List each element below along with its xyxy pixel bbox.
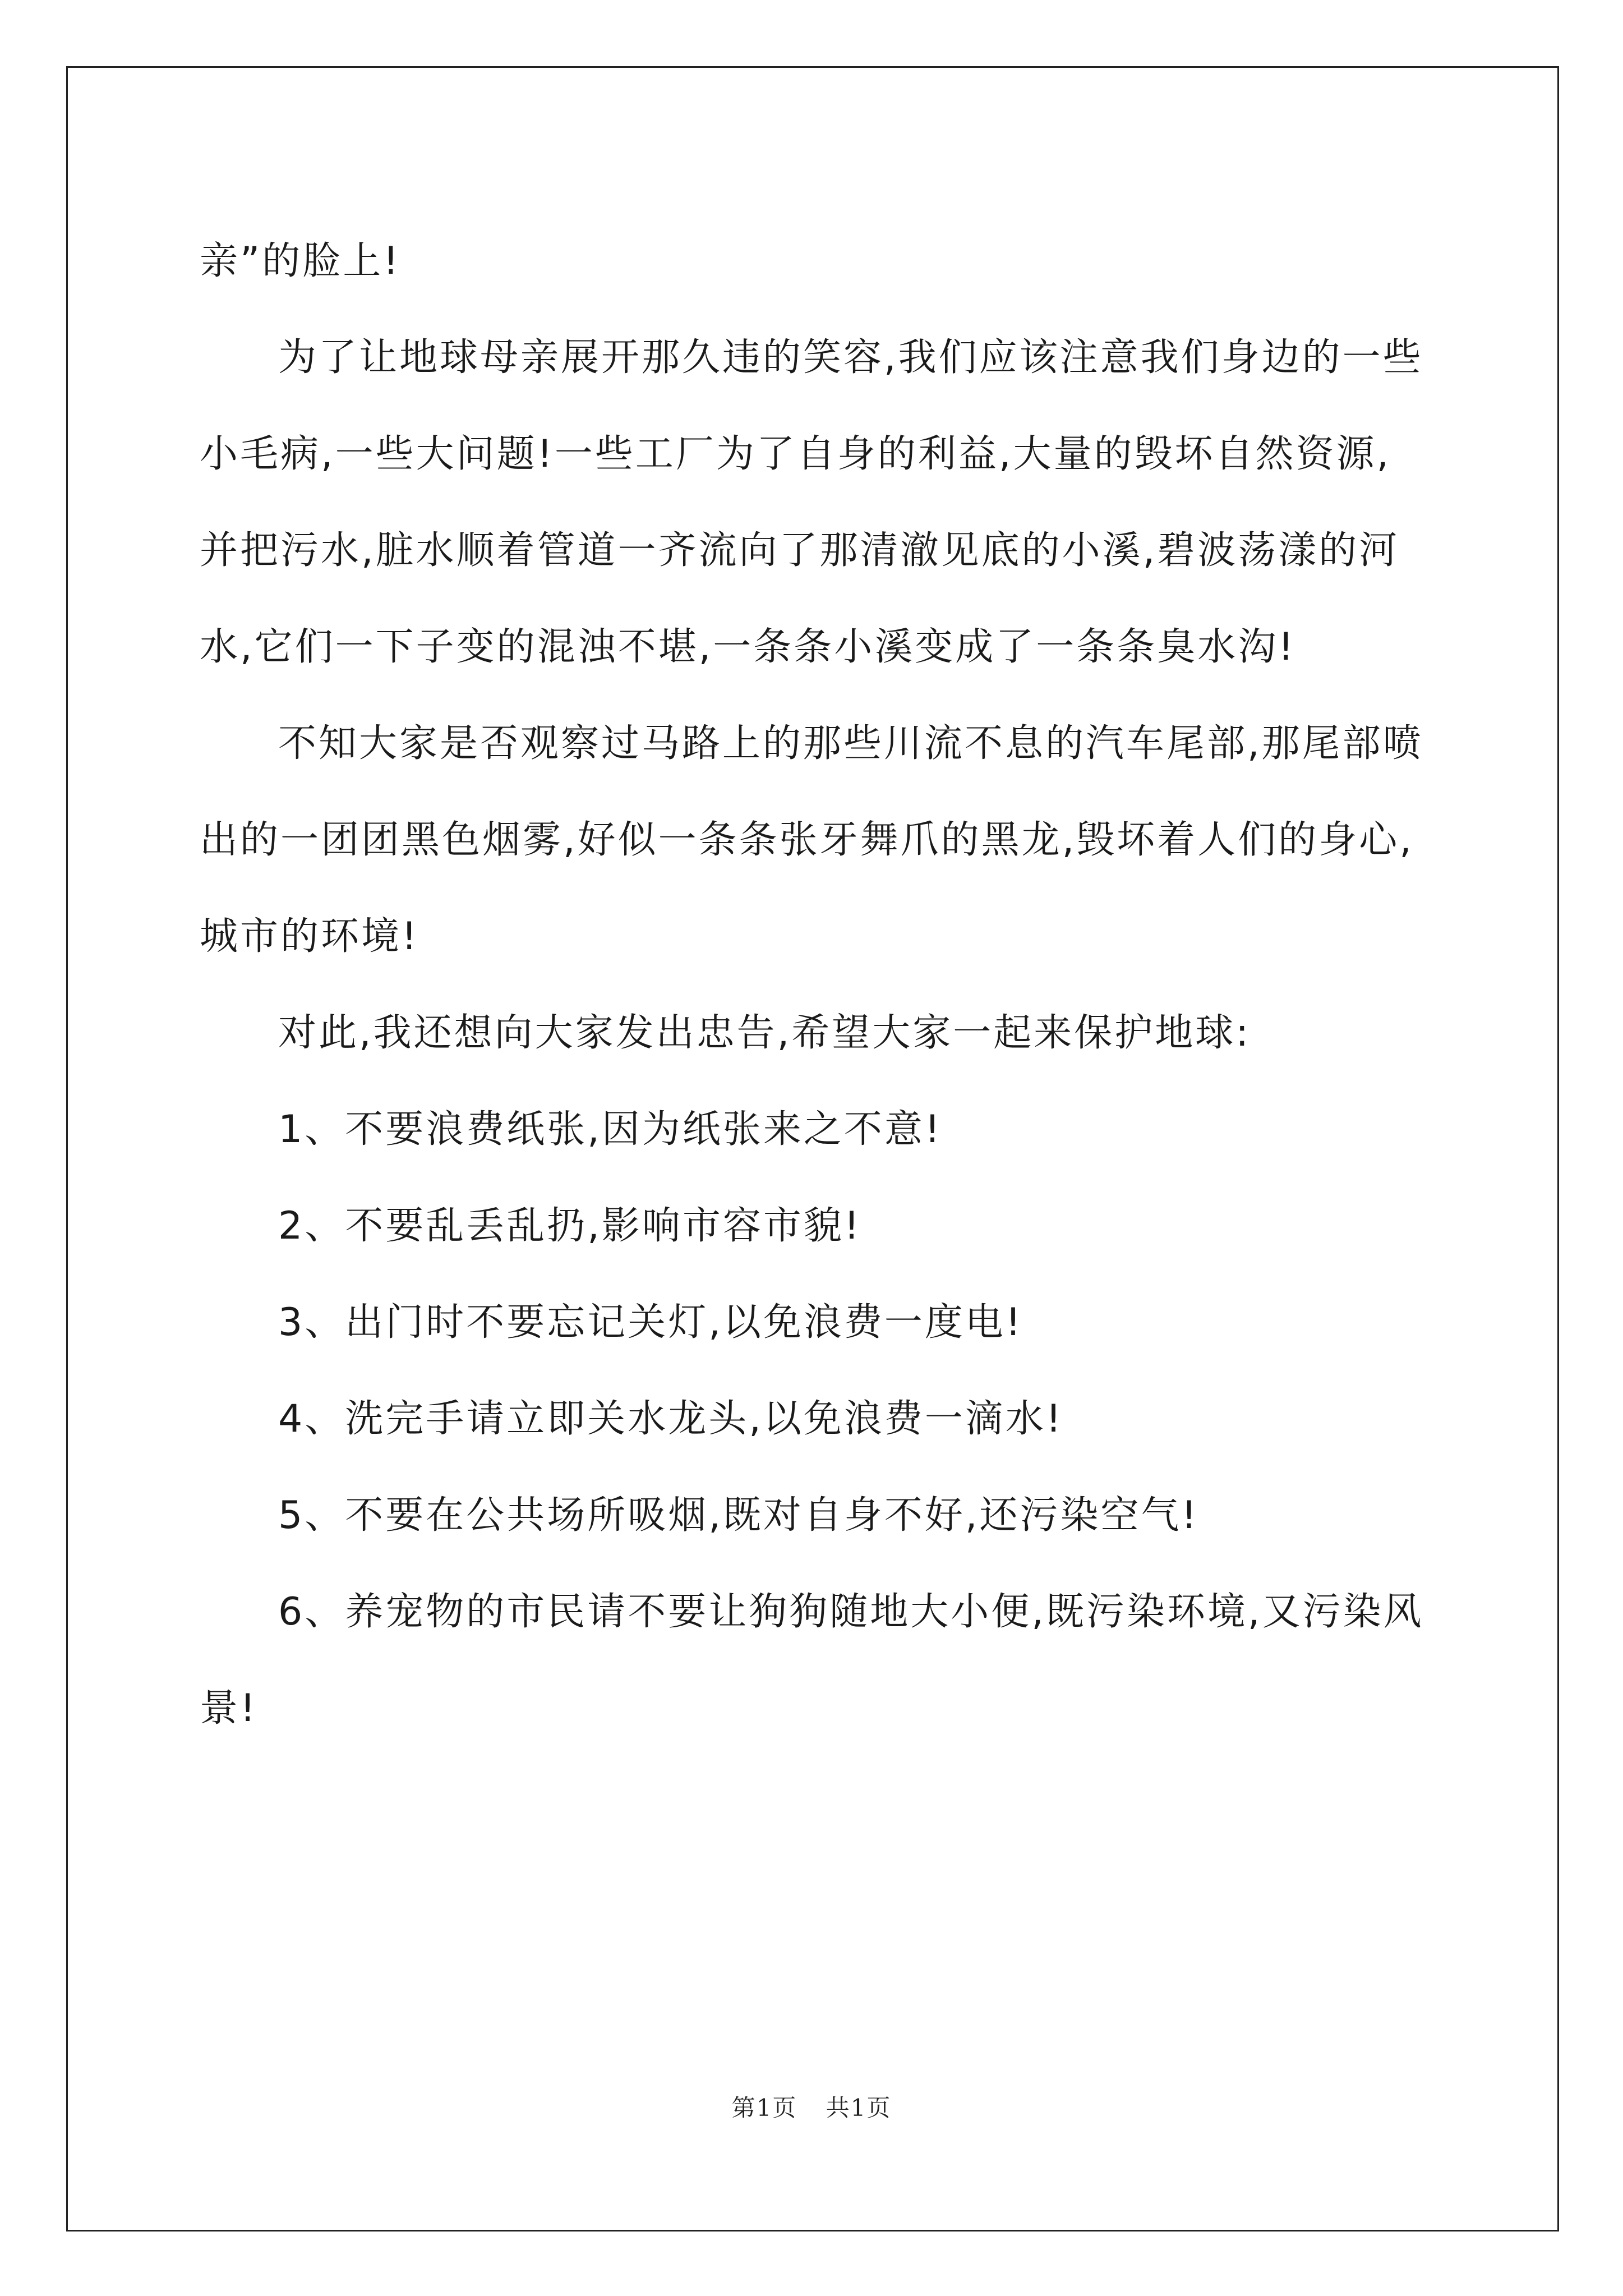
list-item-5: 5、不要在公共场所吸烟,既对自身不好,还污染空气!: [278, 1493, 1199, 1538]
list-item-4: 4、洗完手请立即关水龙头,以免浪费一滴水!: [278, 1397, 1064, 1441]
document-body: [200, 213, 1427, 1757]
list-item-2: 2、不要乱丢乱扔,影响市容市貌!: [278, 1204, 862, 1248]
list-item-3: 3、出门时不要忘记关灯,以免浪费一度电!: [278, 1300, 1023, 1345]
page-number: 第1页: [731, 2094, 797, 2122]
paragraph-3: 不知大家是否观察过马路上的那些川流不息的汽车尾部,那尾部喷出的一团团黑色烟雾,好似一条条张牙舞爪的黑龙,毁坏着人们的身心,城市的环境!: [200, 721, 1423, 959]
total-pages: 共1页: [826, 2094, 892, 2122]
paragraph-1: 亲”的脸上!: [200, 239, 401, 283]
page-footer: [0, 2090, 1623, 2123]
list-item-1: 1、不要浪费纸张,因为纸张来之不意!: [278, 1107, 943, 1152]
paragraph-4: 对此,我还想向大家发出忠告,希望大家一起来保护地球:: [278, 1011, 1251, 1055]
paragraph-2: 为了让地球母亲展开那久违的笑容,我们应该注意我们身边的一些小毛病,一些大问题!一些工厂为了自身的利益,大量的毁坏自然资源,并把污水,脏水顺着管道一齐流向了那清澈见底的小溪,碧波荡漾的河水,它们一下子变的混浊不堪,一条条小溪变成了一条条臭水沟!: [200, 335, 1423, 669]
list-item-6: 6、养宠物的市民请不要让狗狗随地大小便,既污染环境,又污染风景!: [200, 1590, 1424, 1731]
